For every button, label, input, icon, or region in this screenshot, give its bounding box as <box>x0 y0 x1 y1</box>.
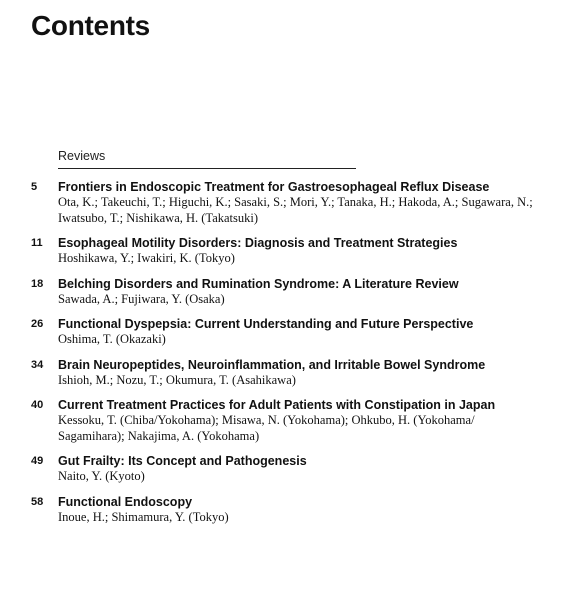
entry-authors: Ota, K.; Takeuchi, T.; Higuchi, K.; Sasaki, S.; Mori, Y.; Tanaka, H.; Hakoda, A.; Sugawara, N.; Iwatsubo, T.; Nishikawa, H. (Takatsuki) <box>58 195 533 225</box>
entry-page-number: 49 <box>31 455 44 467</box>
entry-page-number: 26 <box>31 318 44 330</box>
section-header: Reviews <box>58 148 356 169</box>
entry-authors: Hoshikawa, Y.; Iwakiri, K. (Tokyo) <box>58 251 235 265</box>
toc-entry[interactable] <box>31 357 551 389</box>
entry-authors: Kessoku, T. (Chiba/Yokohama); Misawa, N. (Yokohama); Ohkubo, H. (Yokohama/ Sagamihara); Nakajima, A. (Yokohama) <box>58 413 475 443</box>
entry-page-number: 40 <box>31 399 44 411</box>
entry-title: Current Treatment Practices for Adult Patients with Constipation in Japan <box>58 398 496 412</box>
entry-title: Functional Dyspepsia: Current Understanding and Future Perspective <box>58 317 474 331</box>
entry-title: Brain Neuropeptides, Neuroinflammation, and Irritable Bowel Syndrome <box>58 357 486 372</box>
toc-entry[interactable] <box>31 276 551 308</box>
entry-title: Functional Endoscopy <box>58 494 193 509</box>
entry-page-number: 58 <box>31 495 44 508</box>
toc-entry[interactable] <box>31 397 551 444</box>
toc-entry[interactable] <box>31 316 551 348</box>
entry-authors: Oshima, T. (Okazaki) <box>58 332 166 346</box>
entry-title: Gut Frailty: Its Concept and Pathogenesis <box>58 454 307 468</box>
toc-entry[interactable] <box>31 453 551 485</box>
entry-title: Frontiers in Endoscopic Treatment for Gastroesophageal Reflux Disease <box>58 180 490 194</box>
entry-authors: Ishioh, M.; Nozu, T.; Okumura, T. (Asahikawa) <box>58 372 296 387</box>
toc-entry[interactable] <box>31 235 551 267</box>
entry-authors: Naito, Y. (Kyoto) <box>58 469 145 483</box>
entry-authors: Inoue, H.; Shimamura, Y. (Tokyo) <box>58 509 229 524</box>
entry-page-number: 34 <box>31 358 44 371</box>
reviews-section <box>31 148 551 534</box>
entry-page-number: 5 <box>31 181 38 193</box>
entry-authors: Sawada, A.; Fujiwara, Y. (Osaka) <box>58 291 225 306</box>
entry-title: Belching Disorders and Rumination Syndrome: A Literature Review <box>58 276 459 291</box>
entry-page-number: 18 <box>31 277 44 290</box>
toc-list <box>31 179 551 525</box>
toc-entry[interactable] <box>31 494 551 526</box>
entry-page-number: 11 <box>31 237 43 249</box>
page-title: Contents <box>31 10 150 41</box>
toc-entry[interactable] <box>31 179 551 226</box>
entry-title: Esophageal Motility Disorders: Diagnosis and Treatment Strategies <box>58 236 458 250</box>
